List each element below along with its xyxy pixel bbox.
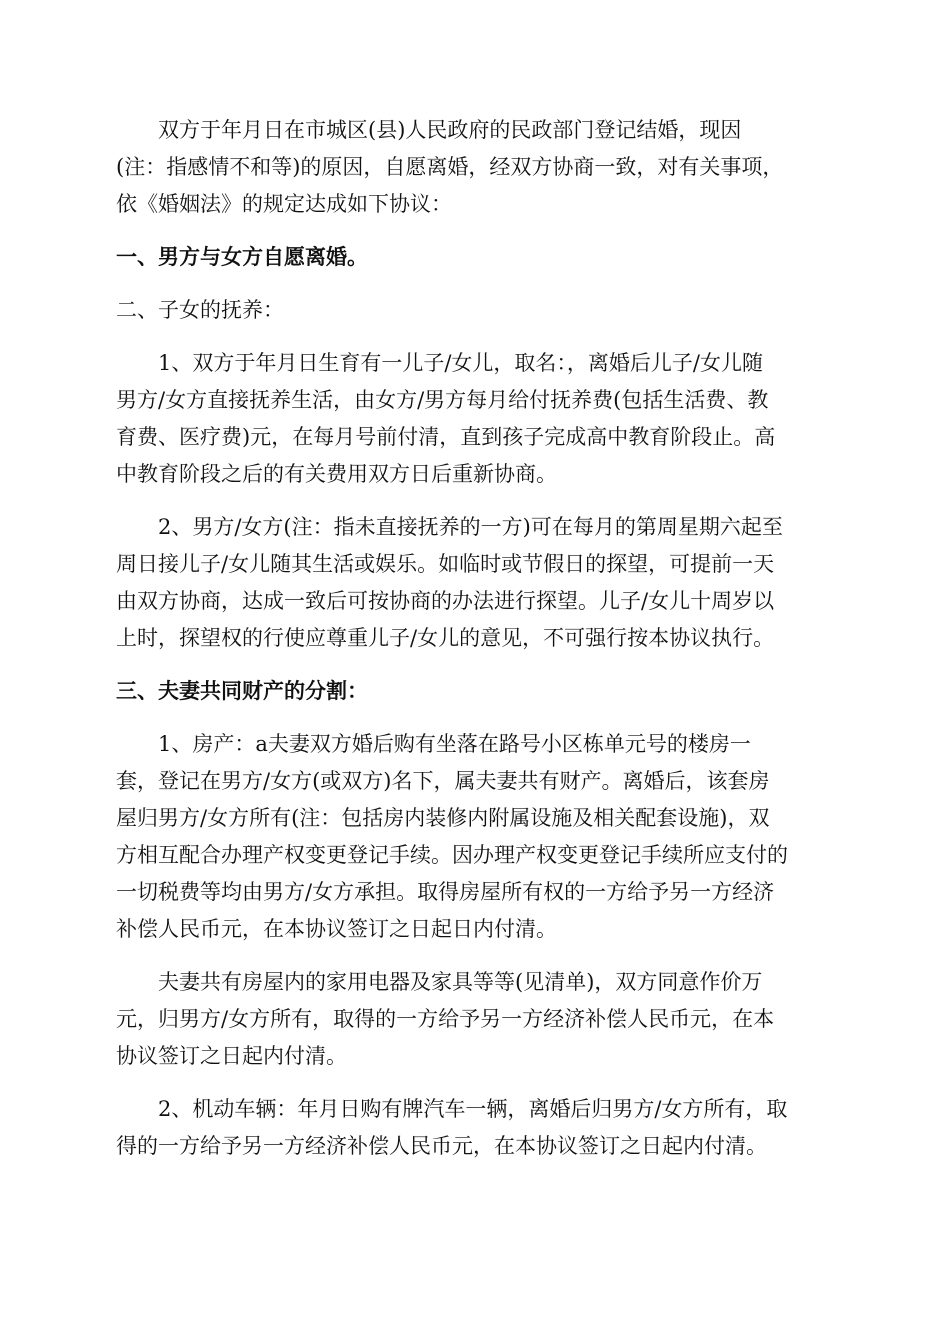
text-line: 2、机动车辆：年月日购有牌汽车一辆，离婚后归男方/女方所有，取 bbox=[158, 1097, 788, 1121]
text-line: 周日接儿子/女儿随其生活或娱乐。如临时或节假日的探望，可提前一天 bbox=[116, 552, 775, 576]
text-line: 由双方协商，达成一致后可按协商的办法进行探望。儿子/女儿十周岁以 bbox=[116, 589, 775, 613]
text-line: 1、双方于年月日生育有一儿子/女儿，取名：，离婚后儿子/女儿随 bbox=[158, 351, 764, 375]
text-line: (注：指感情不和等)的原因，自愿离婚，经双方协商一致，对有关事项， bbox=[116, 155, 784, 179]
intro-paragraph bbox=[116, 112, 838, 223]
text-line: 上时，探望权的行使应尊重儿子/女儿的意见，不可强行按本协议执行。 bbox=[116, 626, 775, 650]
text-line: 双方于年月日在市城区(县)人民政府的民政部门登记结婚，现因 bbox=[158, 118, 742, 142]
section3-item1-paragraph bbox=[116, 726, 838, 948]
text-line: 套，登记在男方/女方(或双方)名下，属夫妻共有财产。离婚后，该套房 bbox=[116, 769, 770, 793]
section3-item2-paragraph bbox=[116, 1091, 838, 1165]
text-line: 得的一方给予另一方经济补偿人民币元，在本协议签订之日起内付清。 bbox=[116, 1134, 767, 1158]
text-line: 方相互配合办理产权变更登记手续。因办理产权变更登记手续所应支付的 bbox=[116, 843, 788, 867]
text-line: 元，归男方/女方所有，取得的一方给予另一方经济补偿人民币元，在本 bbox=[116, 1007, 775, 1031]
text-line: 一切税费等均由男方/女方承担。取得房屋所有权的一方给予另一方经济 bbox=[116, 880, 775, 904]
text-line: 屋归男方/女方所有(注：包括房内装修内附属设施及相关配套设施)，双 bbox=[116, 806, 770, 830]
text-line: 男方/女方直接抚养生活，由女方/男方每月给付抚养费(包括生活费、教 bbox=[116, 388, 769, 412]
document-page bbox=[116, 112, 838, 1181]
text-line: 协议签订之日起内付清。 bbox=[116, 1044, 347, 1068]
section3-heading: 三、夫妻共同财产的分割： bbox=[116, 679, 368, 703]
text-line: 补偿人民币元，在本协议签订之日起日内付清。 bbox=[116, 917, 557, 941]
text-line: 2、男方/女方(注：指未直接抚养的一方)可在每月的第周星期六起至 bbox=[158, 515, 783, 539]
text-line: 1、房产：a夫妻双方婚后购有坐落在路号小区栋单元号的楼房一 bbox=[158, 732, 751, 756]
section3-item1b-paragraph bbox=[116, 964, 838, 1075]
section2-item1-paragraph bbox=[116, 345, 838, 493]
section2-item2-paragraph bbox=[116, 509, 838, 657]
text-line: 育费、医疗费)元，在每月号前付清，直到孩子完成高中教育阶段止。高 bbox=[116, 425, 776, 449]
section2-heading: 二、子女的抚养： bbox=[116, 298, 284, 322]
text-line: 夫妻共有房屋内的家用电器及家具等等(见清单)，双方同意作价万 bbox=[158, 970, 763, 994]
text-line: 依《婚姻法》的规定达成如下协议： bbox=[116, 192, 452, 216]
section1-heading: 一、男方与女方自愿离婚。 bbox=[116, 245, 368, 269]
text-line: 中教育阶段之后的有关费用双方日后重新协商。 bbox=[116, 462, 557, 486]
